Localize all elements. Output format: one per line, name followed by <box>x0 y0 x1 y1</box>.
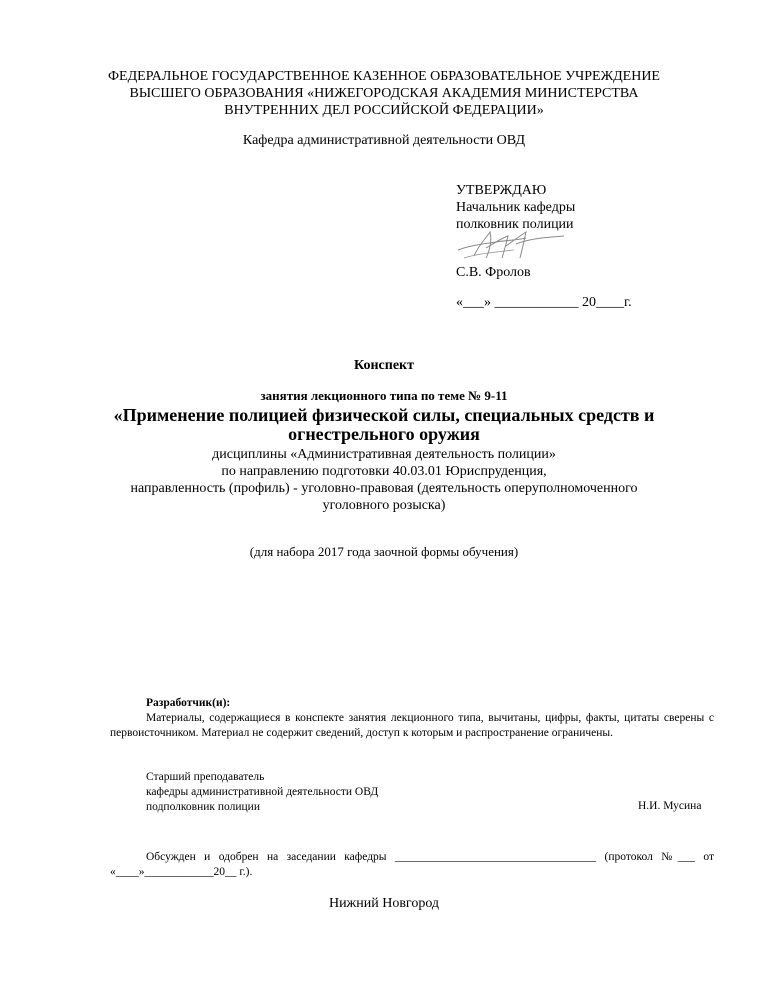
lecture-subtitle: занятия лекционного типа по теме № 9-11 <box>260 388 508 403</box>
lecture-theme <box>0 406 768 444</box>
org-line-2: ВЫСШЕГО ОБРАЗОВАНИЯ «НИЖЕГОРОДСКАЯ АКАДЕМИЯ МИНИСТЕРСТВА <box>129 86 639 101</box>
signer-name: С.В. Фролов <box>456 265 531 280</box>
theme-line-1: «Применение полицией физической силы, специальных средств и <box>113 405 655 425</box>
approval-block <box>456 182 575 233</box>
org-line-3: ВНУТРЕННИХ ДЕЛ РОССИЙСКОЙ ФЕДЕРАЦИИ» <box>224 103 544 118</box>
organization-name <box>0 68 768 119</box>
developer-label: Разработчик(и): <box>146 697 231 709</box>
handwritten-signature <box>456 228 566 262</box>
approve-label: УТВЕРЖДАЮ <box>456 183 547 198</box>
profile-line-2: уголовного розыска) <box>322 498 446 513</box>
document-title: Конспект <box>354 358 414 373</box>
org-line-1: ФЕДЕРАЛЬНОЕ ГОСУДАРСТВЕННОЕ КАЗЕННОЕ ОБРАЗОВАТЕЛЬНОЕ УЧРЕЖДЕНИЕ <box>108 69 660 84</box>
theme-line-2: огнестрельного оружия <box>288 424 480 444</box>
developer-section <box>110 696 714 741</box>
approver-position: Начальник кафедры <box>456 200 576 215</box>
discipline-info <box>0 446 768 514</box>
author-position-line-1: Старший преподаватель <box>146 771 265 783</box>
discussion-note: Обсужден и одобрен на заседании кафедры ___________________________________ (протокол №___ от «____»____________20__ г.). <box>110 851 714 878</box>
city-name: Нижний Новгород <box>328 896 440 911</box>
author-name: Н.И. Мусина <box>638 800 702 812</box>
author-position-line-2: кафедры административной деятельности ОВД <box>146 786 379 798</box>
profile-line-1: направленность (профиль) - уголовно-правовая (деятельность оперуполномоченного <box>130 481 638 496</box>
cohort-note: (для набора 2017 года заочной формы обучения) <box>249 544 519 559</box>
discipline-name: дисциплины «Административная деятельность полиции» <box>212 447 556 462</box>
developer-statement: Материалы, содержащиеся в конспекте занятия лекционного типа, вычитаны, цифры, факты, цитаты сверены с первоисточником. Материал не содержит сведений, доступ к которым и распространение ограничены. <box>110 712 714 739</box>
training-direction: по направлению подготовки 40.03.01 Юриспруденция, <box>221 464 547 479</box>
author-position-line-3: подполковник полиции <box>146 801 260 813</box>
department-name: Кафедра административной деятельности ОВД <box>242 133 526 148</box>
approval-date-line: «___» ____________ 20____г. <box>456 295 632 310</box>
author-position <box>146 770 378 815</box>
approver-rank: полковник полиции <box>456 217 574 232</box>
